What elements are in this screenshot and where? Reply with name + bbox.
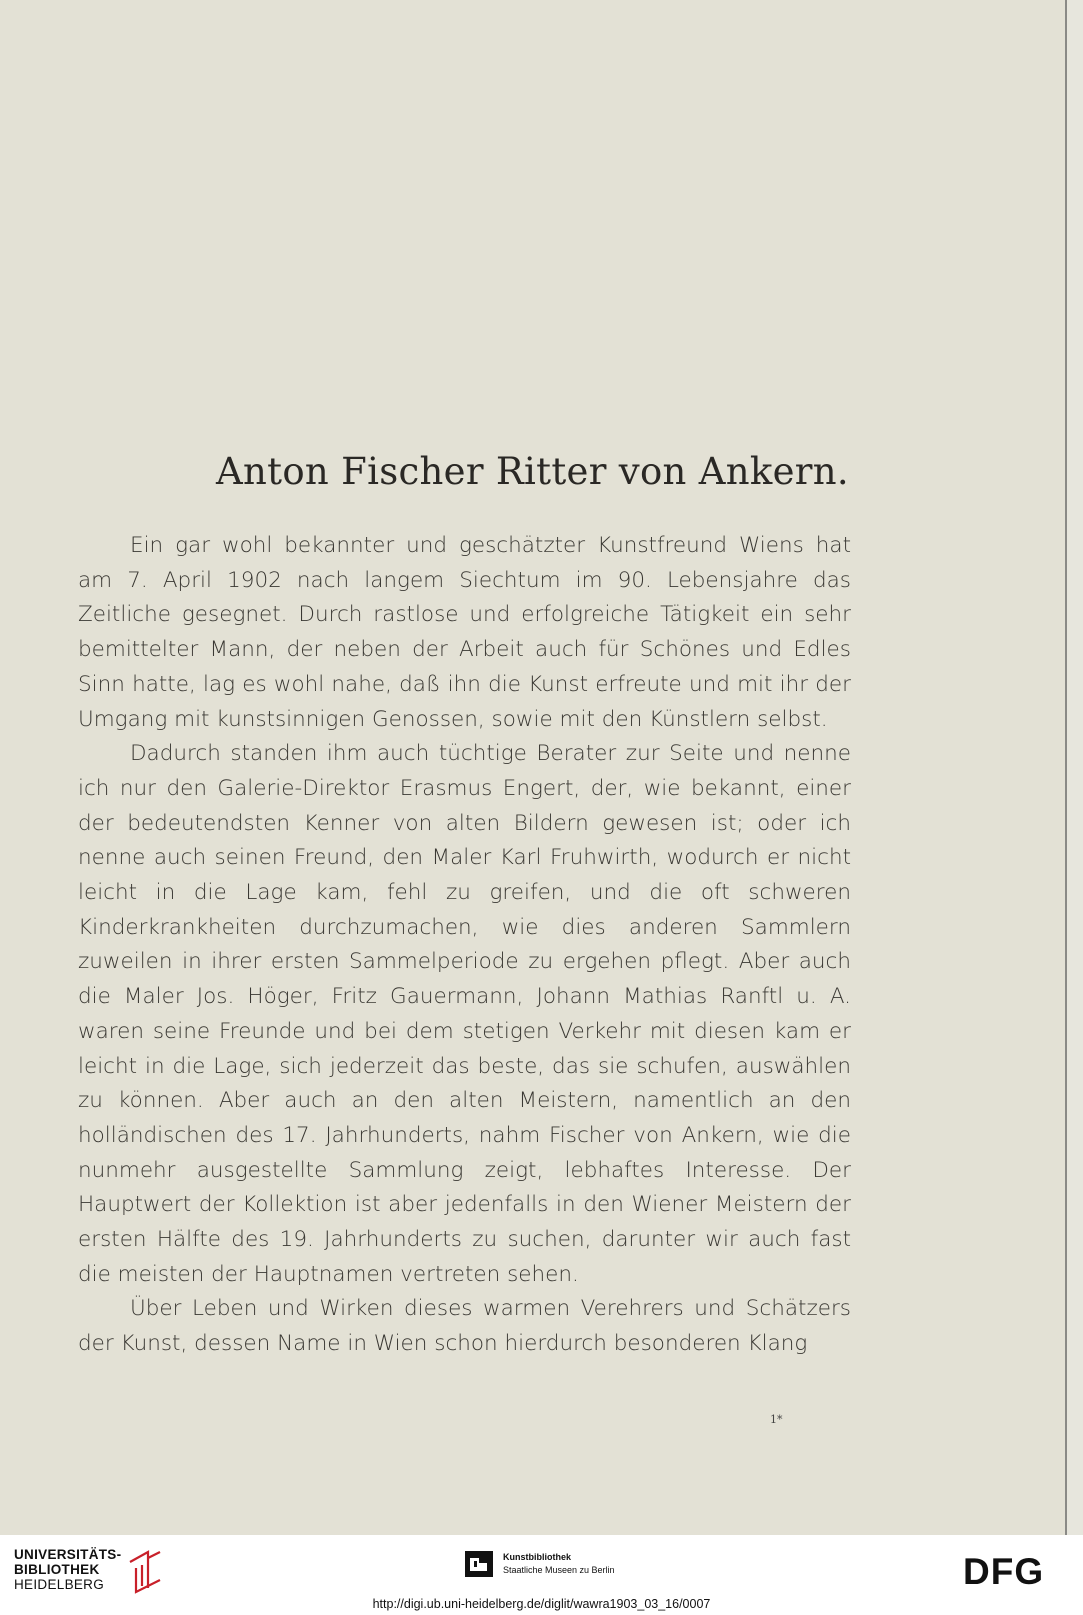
- ub-logo-line1: UNIVERSITÄTS-: [14, 1547, 122, 1562]
- permalink-url: [0, 1597, 1083, 1611]
- dfg-logo[interactable]: DFG: [963, 1551, 1045, 1592]
- permalink-link[interactable]: http://digi.ub.uni-heidelberg.de/diglit/wawra1903_03_16/0007: [372, 1597, 711, 1611]
- kunstbibliothek-text: [503, 1551, 615, 1577]
- paragraph-3: Über Leben und Wirken dieses warmen Verehrers und Schätzers der Kunst, dessen Name in Wien schon hierdurch besonderen Klang: [78, 1296, 851, 1357]
- ub-logo-line2: BIBLIOTHEK: [14, 1562, 100, 1577]
- ub-logo-line3: HEIDELBERG: [14, 1577, 105, 1592]
- kunstbibliothek-icon: [465, 1551, 493, 1577]
- page-number: 1*: [770, 1413, 783, 1426]
- ub-logo-text: [14, 1547, 121, 1592]
- ub-heidelberg-logo[interactable]: [14, 1547, 121, 1592]
- paragraph-1: Ein gar wohl bekannter und geschätzter Kunstfreund Wiens hat am 7. April 1902 nach langem Siechtum im 90. Lebensjahre das Zeitliche gesegnet. Durch rastlose und erfolgreiche Tätigkeit ein sehr bemittelter Mann, der neben der Arbeit auch für Schönes und Edles Sinn hatte, lag es wohl nahe, daß ihn die Kunst erfreute und mit ihr der Umgang mit kunstsinnigen Genossen, sowie mit den Künstlern selbst.: [78, 533, 851, 732]
- ub-mark-icon: [126, 1548, 164, 1594]
- paragraph-2: Dadurch standen ihm auch tüchtige Berater zur Seite und nenne ich nur den Galerie-Direktor Erasmus Engert, der, wie bekannt, einer der bedeutendsten Kenner von alten Bildern gewesen ist; oder ich nenne auch seinen Freund, den Maler Karl Fruhwirth, wodurch er nicht leicht in die Lage kam, fehl zu greifen, und die oft schweren Kinderkrankheiten durchzumachen, wie dies anderen Sammlern zuweilen in ihrer ersten Sammelperiode zu ergehen pflegt. Aber auch die Maler Jos. Höger, Fritz Gauermann, Johann Mathias Ranftl u. A. waren seine Freunde und bei dem stetigen Verkehr mit diesen kam er leicht in die Lage, sich jederzeit das beste, das sie schufen, auswählen zu können. Aber auch an den alten Meistern, namentlich an den holländischen des 17. Jahrhunderts, nahm Fischer von Ankern, wie die nunmehr ausgestellte Sammlung zeigt, lebhaftes Interesse. Der Hauptwert der Kollektion ist aber jedenfalls in den Wiener Meistern der ersten Hälfte des 19. Jahrhunderts zu suchen, darunter wir auch fast die meisten der Hauptnamen vertreten sehen.: [78, 741, 851, 1287]
- kunstbibliothek-logo[interactable]: [465, 1551, 615, 1581]
- footer-bar: [0, 1535, 1083, 1615]
- kunstbibliothek-line1: Kunstbibliothek: [503, 1552, 571, 1562]
- page-title: Anton Fischer Ritter von Ankern.: [216, 450, 849, 493]
- kunstbibliothek-line2: Staatliche Museen zu Berlin: [503, 1565, 615, 1575]
- body-text: [78, 529, 851, 1362]
